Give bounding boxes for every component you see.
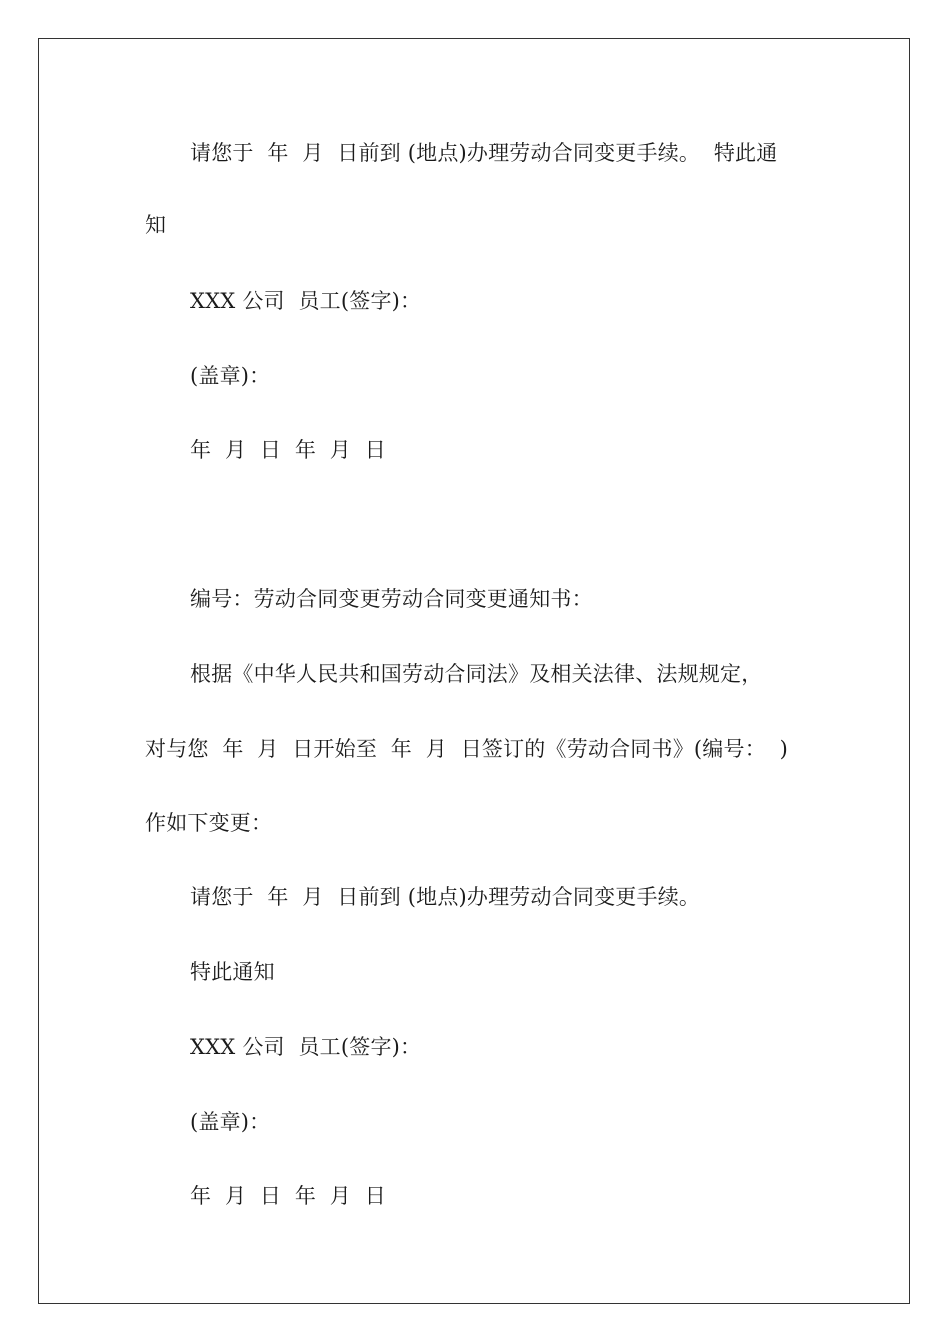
s1-paragraph-line-1: 请您于 年 月 日前到 (地点)办理劳动合同变更手续。 特此通 xyxy=(190,141,778,165)
s2-notice-closing: 特此通知 xyxy=(190,960,275,984)
s2-title-line: 编号：劳动合同变更劳动合同变更通知书： xyxy=(190,587,593,611)
s2-instruction-paragraph: 请您于 年 月 日前到 (地点)办理劳动合同变更手续。 xyxy=(190,885,701,909)
s2-date-line: 年 月 日 年 月 日 xyxy=(190,1184,386,1208)
s1-paragraph-line-2: 知 xyxy=(145,213,167,237)
s2-signature-line: XXX 公司 员工(签字)： xyxy=(190,1035,422,1059)
s2-seal-line: (盖章)： xyxy=(190,1110,271,1134)
s1-seal-line: (盖章)： xyxy=(190,364,271,388)
s1-signature-line: XXX 公司 员工(签字)： xyxy=(190,289,422,313)
s2-paragraph-line-3: 作如下变更： xyxy=(145,811,273,835)
s1-date-line: 年 月 日 年 月 日 xyxy=(190,438,386,462)
s2-paragraph-line-1: 根据《中华人民共和国劳动合同法》及相关法律、法规规定， xyxy=(190,662,763,686)
s2-paragraph-line-2: 对与您 年 月 日开始至 年 月 日签订的《劳动合同书》(编号： ) xyxy=(145,737,789,761)
